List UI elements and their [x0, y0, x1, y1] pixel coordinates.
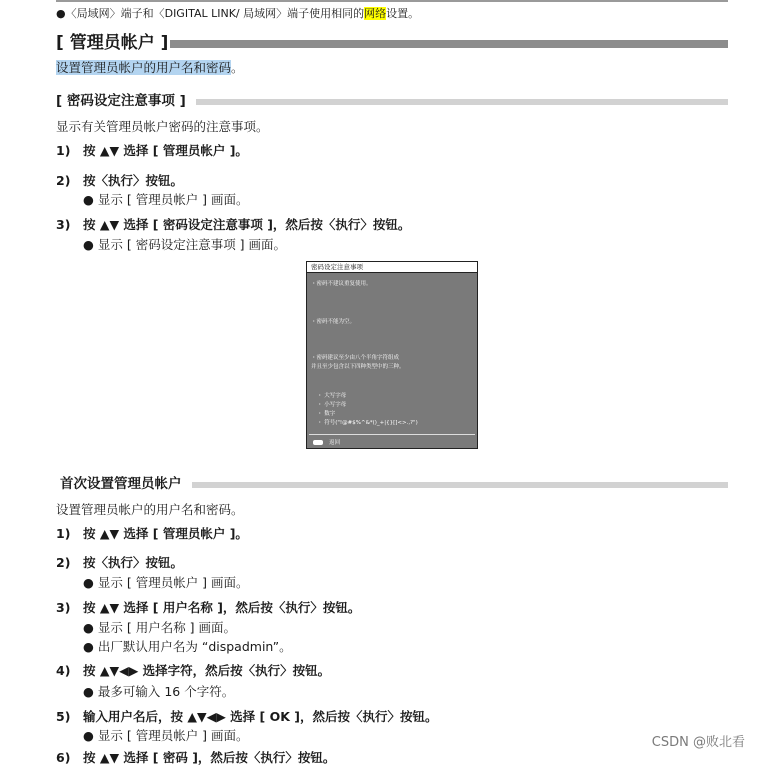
screen-line: 并且至少包含以下四种类型中的三种。 [311, 364, 405, 370]
setup-step-2-bullet: ● 显示 [ 管理员帐户 ] 画面。 [83, 575, 249, 590]
admin-intro-highlight: 设置管理员帐户的用户名和密码 [56, 60, 232, 75]
screen-line: ・ 小写字母 [317, 402, 347, 408]
password-notes-screen [306, 261, 478, 449]
watermark: CSDN @败北看 [651, 735, 745, 750]
step-2-bullet: ● 显示 [ 管理员帐户 ] 画面。 [83, 192, 249, 207]
password-notes-desc: 显示有关管理员帐户密码的注意事项。 [56, 119, 269, 134]
screen-line: ・ 符号("!@#$%^&*()_+|{}[]<>.,?") [317, 420, 418, 426]
section-title-admin: [ 管理员帐户 ] [56, 33, 169, 53]
setup-step-6: 6) 按 ▲▼ 选择 [ 密码 ]，然后按〈执行〉按钮。 [56, 750, 336, 765]
subsection-title-password-notes: [ 密码设定注意事项 ] [56, 93, 186, 109]
screen-line: ・密码建议至少由八个半角字符组成 [311, 355, 400, 361]
subsection-bar-first-setup [192, 482, 728, 488]
setup-step-5: 5) 输入用户名后，按 ▲▼◀▶ 选择 [ OK ]，然后按〈执行〉按钮。 [56, 709, 438, 724]
section-bar-admin [170, 40, 728, 48]
screen-line: ・密码不建议重复使用。 [311, 281, 372, 287]
step-2: 2) 按〈执行〉按钮。 [56, 173, 184, 188]
subsection-title-first-setup: 首次设置管理员帐户 [60, 476, 182, 492]
setup-step-3: 3) 按 ▲▼ 选择 [ 用户名称 ]，然后按〈执行〉按钮。 [56, 600, 361, 615]
setup-step-1: 1) 按 ▲▼ 选择 [ 管理员帐户 ]。 [56, 526, 248, 541]
screen-line: ・密码不能为空。 [311, 319, 356, 325]
step-3: 3) 按 ▲▼ 选择 [ 密码设定注意事项 ]，然后按〈执行〉按钮。 [56, 217, 411, 232]
top-note-prefix: ●〈局域网〉端子和〈DIGITAL LINK/ 局域网〉端子使用相同的 [56, 7, 365, 20]
admin-intro-end: 。 [231, 60, 244, 75]
admin-intro [56, 58, 244, 76]
setup-step-3-bullet: ● 出厂默认用户名为 “dispadmin”。 [83, 639, 292, 654]
return-button-icon [313, 440, 323, 445]
setup-step-4-bullet: ● 最多可输入 16 个字符。 [83, 684, 235, 699]
subsection-bar-password-notes [196, 99, 728, 105]
setup-step-4: 4) 按 ▲▼◀▶ 选择字符，然后按〈执行〉按钮。 [56, 663, 331, 678]
first-setup-desc: 设置管理员帐户的用户名和密码。 [56, 502, 244, 517]
screen-line: ・ 数字 [317, 411, 336, 417]
setup-step-2: 2) 按〈执行〉按钮。 [56, 555, 184, 570]
screen-title: 密码设定注意事项 [307, 262, 477, 273]
top-rule [56, 0, 728, 2]
setup-step-3-bullet: ● 显示 [ 用户名称 ] 画面。 [83, 620, 237, 635]
top-note-suffix: 设置。 [386, 7, 420, 20]
screen-divider [309, 434, 475, 435]
top-note-highlight: 网络 [364, 7, 387, 20]
step-1: 1) 按 ▲▼ 选择 [ 管理员帐户 ]。 [56, 143, 248, 158]
setup-step-5-bullet: ● 显示 [ 管理员帐户 ] 画面。 [83, 728, 249, 743]
top-note [56, 5, 419, 21]
screen-line: ・ 大写字母 [317, 393, 347, 399]
screen-back-label: 返回 [329, 440, 341, 446]
step-3-bullet: ● 显示 [ 密码设定注意事项 ] 画面。 [83, 237, 287, 252]
